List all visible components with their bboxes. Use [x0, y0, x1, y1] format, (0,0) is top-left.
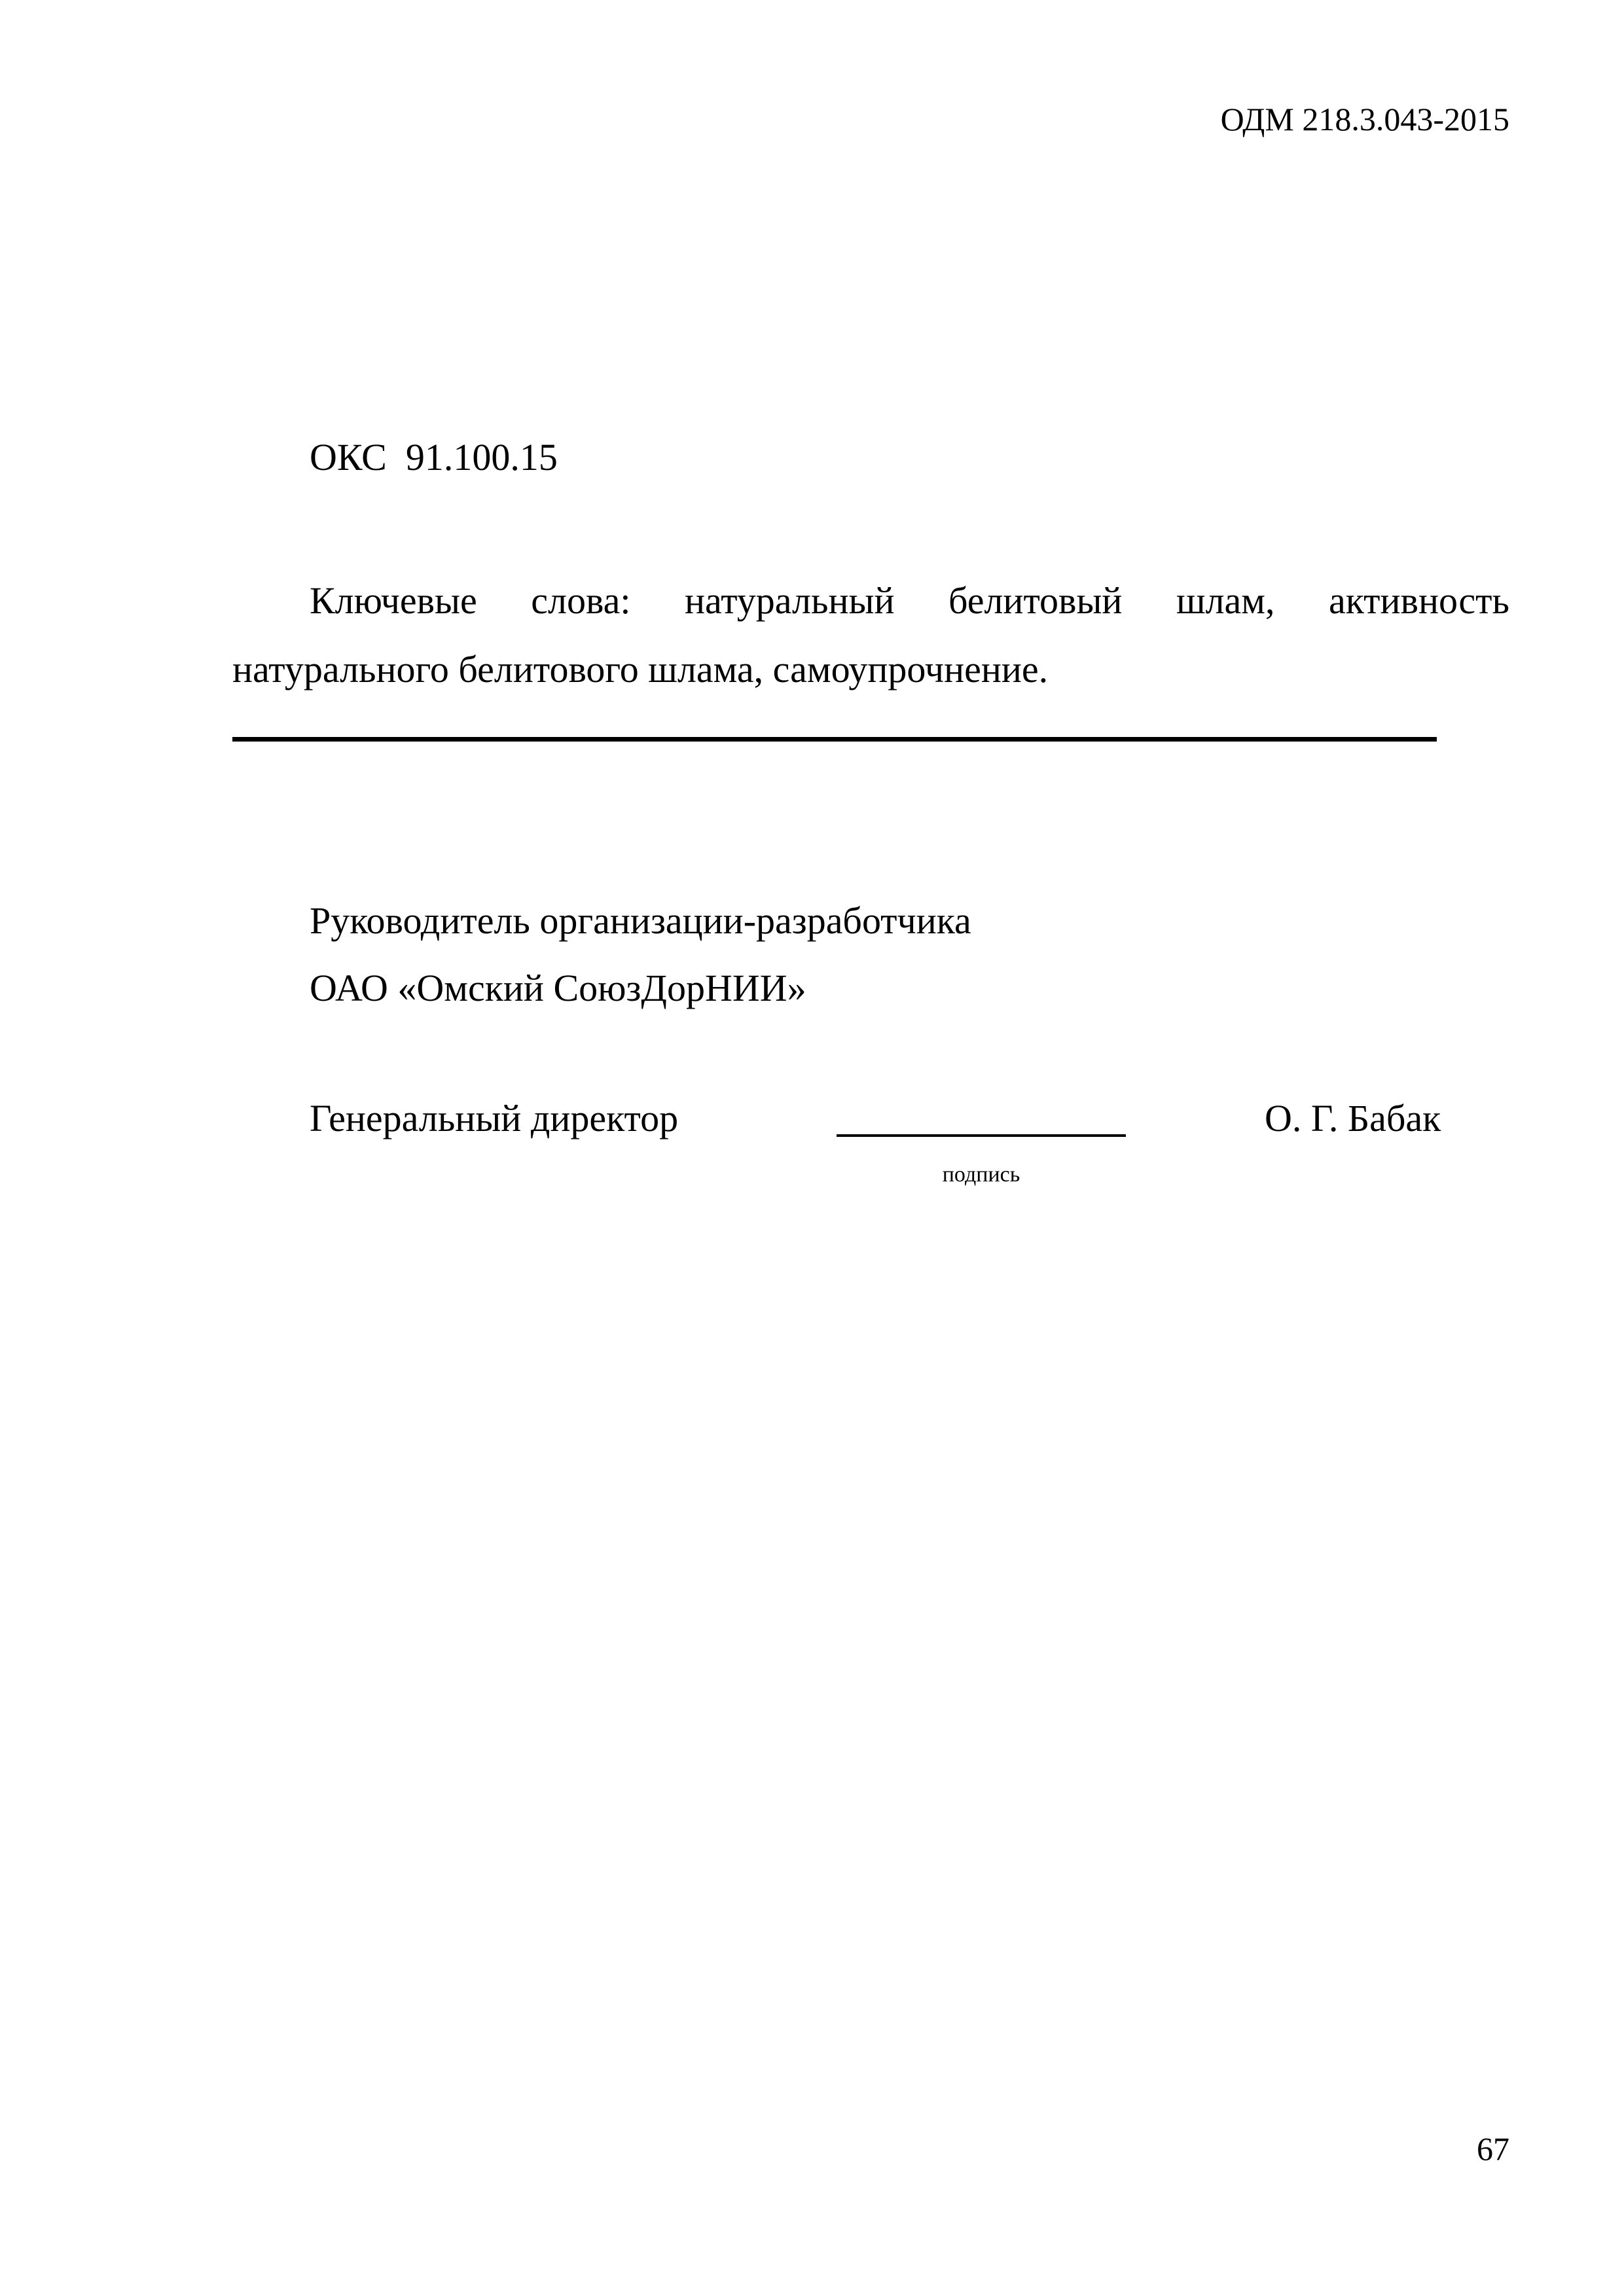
- document-code: ОДМ 218.3.043-2015: [1220, 101, 1509, 137]
- developer-head-title: Руководитель организации-разработчика: [310, 899, 971, 942]
- keywords-word: слова:: [531, 579, 631, 622]
- page-number: 67: [1477, 2130, 1509, 2167]
- keywords-line-2: натурального белитового шлама, самоупрочнение.: [232, 648, 1049, 691]
- signature-line: [837, 1134, 1126, 1137]
- keywords-word: белитовый: [948, 579, 1123, 622]
- signer-name: О. Г. Бабак: [1265, 1097, 1441, 1139]
- horizontal-rule: [232, 737, 1437, 742]
- keywords-word: натуральный: [684, 579, 895, 622]
- signer-position: Генеральный директор: [310, 1097, 679, 1139]
- developer-organization: ОАО «Омский СоюзДорНИИ»: [310, 967, 806, 1009]
- keywords-word: шлам,: [1176, 579, 1275, 622]
- keywords-paragraph: [232, 566, 1509, 704]
- oks-classification: ОКС 91.100.15: [310, 436, 558, 478]
- keywords-word: Ключевые: [310, 579, 477, 622]
- keywords-word: активность: [1329, 579, 1509, 622]
- signature-caption: подпись: [942, 1162, 1020, 1187]
- keywords-line-1: [232, 566, 1509, 635]
